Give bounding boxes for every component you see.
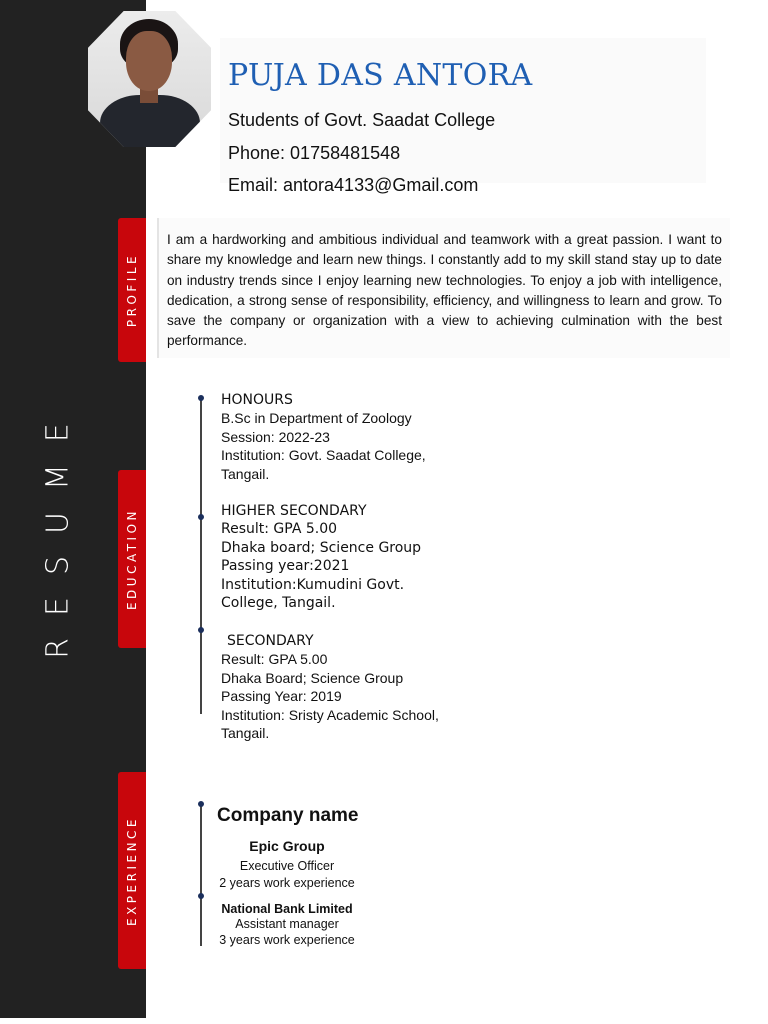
subtitle: Students of Govt. Saadat College bbox=[228, 110, 496, 130]
timeline-dot bbox=[198, 627, 204, 633]
tab-education-label: EDUCATION bbox=[125, 507, 139, 611]
resume-title: RESUME bbox=[40, 401, 76, 659]
profile-photo bbox=[88, 11, 211, 147]
hsc-title: HIGHER SECONDARY bbox=[221, 503, 367, 519]
education-higher-secondary bbox=[221, 502, 421, 612]
tab-experience-label: EXPERIENCE bbox=[125, 815, 139, 926]
experience-heading: Company name bbox=[217, 805, 359, 826]
job-role: Assistant manager bbox=[235, 917, 339, 931]
job-company: Epic Group bbox=[249, 838, 325, 854]
profile-summary: I am a hardworking and ambitious individual and teamwork with a great passion. I want to share my knowledge and learn new things. I constantly add to my skill stand stay up to date on industry trends since I enjoy learning new technologies. To enjoy a job with intelligence, dedication, a strong sense of responsibility, efficiency, and willingness to learn and grow. To save the company or organization with a view to achieving culmination with the best performance. bbox=[157, 218, 730, 358]
tab-profile bbox=[118, 218, 146, 362]
ssc-line: Dhaka Board; Science Group bbox=[221, 669, 404, 686]
phone: Phone: 01758481548 bbox=[228, 143, 401, 163]
tab-profile-label: PROFILE bbox=[125, 252, 139, 328]
experience-timeline bbox=[200, 804, 202, 946]
person-name: PUJA DAS ANTORA bbox=[228, 58, 533, 93]
hsc-line: Result: GPA 5.00 bbox=[221, 521, 338, 538]
job-duration: 3 years work experience bbox=[219, 933, 355, 947]
job-company: National Bank Limited bbox=[221, 902, 353, 916]
education-timeline bbox=[200, 398, 202, 714]
hsc-line: College, Tangail. bbox=[221, 595, 336, 612]
timeline-dot bbox=[198, 514, 204, 520]
timeline-dot bbox=[198, 395, 204, 401]
ssc-title: SECONDARY bbox=[227, 633, 314, 649]
honours-line: Institution: Govt. Saadat College, bbox=[221, 447, 426, 464]
hsc-line: Institution:Kumudini Govt. bbox=[221, 576, 405, 593]
ssc-line: Result: GPA 5.00 bbox=[221, 651, 328, 668]
honours-line: Session: 2022-23 bbox=[221, 428, 330, 445]
email: Email: antora4133@Gmail.com bbox=[228, 175, 479, 195]
education-secondary bbox=[221, 632, 439, 742]
honours-line: Tangail. bbox=[221, 465, 270, 482]
timeline-dot bbox=[198, 801, 204, 807]
ssc-line: Passing Year: 2019 bbox=[221, 688, 342, 705]
job-role: Executive Officer bbox=[239, 859, 335, 873]
honours-line: B.Sc in Department of Zoology bbox=[221, 410, 412, 427]
tab-education bbox=[118, 470, 146, 648]
ssc-line: Institution: Sristy Academic School, bbox=[221, 706, 439, 723]
ssc-line: Tangail. bbox=[221, 725, 270, 742]
job-duration: 2 years work experience bbox=[219, 876, 355, 890]
timeline-dot bbox=[198, 893, 204, 899]
education-honours bbox=[221, 391, 426, 483]
honours-title: HONOURS bbox=[221, 392, 293, 408]
hsc-line: Dhaka board; Science Group bbox=[221, 539, 422, 556]
hsc-line: Passing year:2021 bbox=[221, 558, 350, 575]
tab-experience bbox=[118, 772, 146, 969]
